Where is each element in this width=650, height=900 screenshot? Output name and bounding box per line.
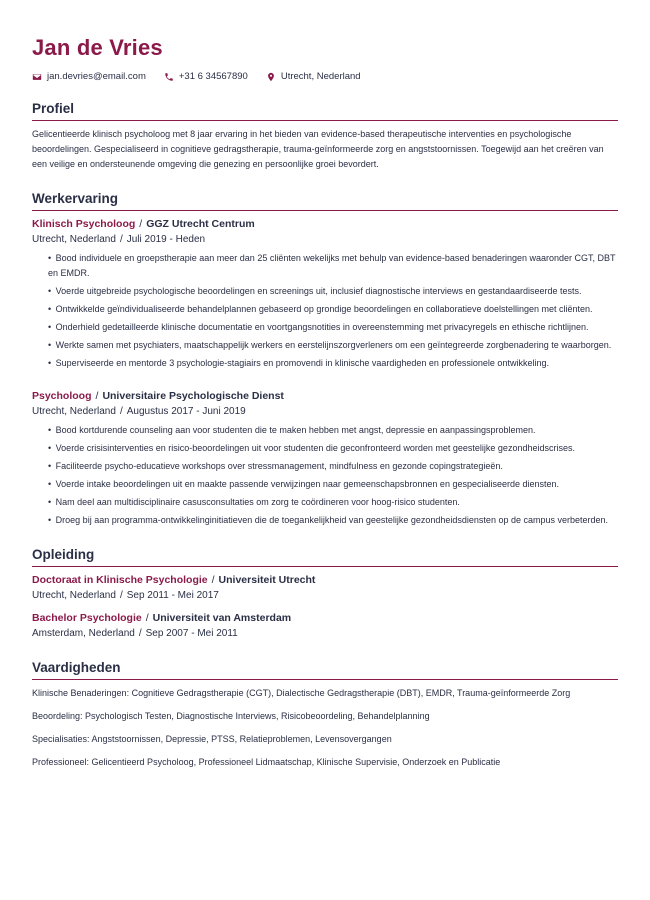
experience-heading: Werkervaring bbox=[32, 190, 618, 211]
skills-section bbox=[32, 659, 618, 770]
skill-line: Beoordeling: Psychologisch Testen, Diagnostische Interviews, Risicobeoordeling, Behandelplanning bbox=[32, 711, 430, 721]
job-role: Klinisch Psycholoog bbox=[32, 218, 136, 230]
job-organization: GGZ Utrecht Centrum bbox=[146, 218, 255, 230]
job-bullet: • Onderhield gedetailleerde klinische documentatie en voortgangsnotities in overeenstemming met privacyregels en ethische richtlijnen. bbox=[48, 322, 589, 332]
job-bullet: • Bood kortdurende counseling aan voor studenten die te maken hebben met angst, depressie en aanpassingsproblemen. bbox=[48, 425, 536, 435]
education-meta: Amsterdam, Nederland / Sep 2007 - Mei 2011 bbox=[32, 628, 238, 639]
skill-line: Specialisaties: Angststoornissen, Depressie, PTSS, Relatieproblemen, Levensovergangen bbox=[32, 734, 392, 744]
education-school: Universiteit Utrecht bbox=[218, 574, 316, 586]
phone-text: +31 6 34567890 bbox=[178, 71, 248, 82]
job-bullet: • Droeg bij aan programma-ontwikkelinginitiatieven die de toegankelijkheid van geestelijke gezondheidsdiensten op de campus verbeterden. bbox=[48, 515, 609, 525]
job-header: Klinisch Psycholoog / GGZ Utrecht Centrum bbox=[32, 218, 255, 230]
job-period: Juli 2019 - Heden bbox=[126, 234, 206, 245]
job-bullets bbox=[32, 251, 618, 371]
job-header: Psycholoog / Universitaire Psychologische Dienst bbox=[32, 390, 284, 402]
job-bullet: • Voerde intake beoordelingen uit en maakte passende verwijzingen naar gemeenschapsbronnen en gespecialiseerde diensten. bbox=[48, 479, 560, 489]
job-bullet: • Nam deel aan multidisciplinaire casusconsultaties om zorg te coördineren voor hoog-risico studenten. bbox=[48, 497, 460, 507]
job-meta: Utrecht, Nederland / Juli 2019 - Heden bbox=[32, 234, 206, 245]
job-organization: Universitaire Psychologische Dienst bbox=[102, 390, 284, 402]
education-period: Sep 2011 - Mei 2017 bbox=[126, 590, 219, 601]
education-entry bbox=[32, 611, 618, 641]
phone-icon bbox=[164, 72, 174, 82]
job-bullet: • Ontwikkelde geïndividualiseerde behandelplannen gebaseerd op grondige beoordelingen en collaboratieve doelstellingen met cliënten. bbox=[48, 304, 593, 314]
education-meta: Utrecht, Nederland / Sep 2011 - Mei 2017 bbox=[32, 590, 219, 601]
skill-line: Professioneel: Gelicentieerd Psycholoog, Professioneel Lidmaatschap, Klinische Supervisie, Onderzoek en Publicatie bbox=[32, 757, 501, 767]
map-pin-icon bbox=[266, 72, 276, 82]
job-bullet: • Superviseerde en mentorde 3 psychologie-stagiairs en promovendi in klinische vaardigheden en professionele ontwikkeling. bbox=[48, 358, 549, 368]
profile-summary: Gelicentieerde klinisch psycholoog met 8 jaar ervaring in het bieden van evidence-based therapeutische interventies en psychologische beoordelingen. Gespecialiseerd in cognitieve gedragstherapie, trauma-geïnformeerde zorg en angststoornissen. Toegewijd aan het creëren van een veilige en ondersteunende omgeving die genezing en persoonlijke groei bevordert. bbox=[32, 129, 604, 169]
job-period: Augustus 2017 - Juni 2019 bbox=[126, 406, 246, 417]
education-entry bbox=[32, 573, 618, 603]
location-text: Utrecht, Nederland bbox=[280, 71, 361, 82]
job-bullet: • Voerde crisisinterventies en risico-beoordelingen uit voor studenten die geconfronteerd worden met geestelijke gezondheidscrises. bbox=[48, 443, 575, 453]
education-school: Universiteit van Amsterdam bbox=[152, 612, 292, 624]
contact-bar bbox=[32, 71, 618, 82]
mail-icon bbox=[32, 72, 42, 82]
job-bullets bbox=[32, 423, 618, 528]
education-heading: Opleiding bbox=[32, 546, 618, 567]
education-degree: Bachelor Psychologie bbox=[32, 612, 142, 624]
education-degree: Doctoraat in Klinische Psychologie bbox=[32, 574, 208, 586]
skills-heading: Vaardigheden bbox=[32, 659, 618, 680]
email-text: jan.devries@email.com bbox=[47, 71, 146, 82]
profile-section bbox=[32, 100, 618, 172]
education-header: Bachelor Psychologie / Universiteit van Amsterdam bbox=[32, 612, 292, 624]
job-entry bbox=[32, 389, 618, 528]
job-location: Utrecht, Nederland bbox=[32, 406, 116, 417]
job-bullet: • Bood individuele en groepstherapie aan meer dan 25 cliënten wekelijks met behulp van evidence-based benaderingen waaronder CGT, DBT en EMDR. bbox=[48, 253, 616, 278]
job-location: Utrecht, Nederland bbox=[32, 234, 116, 245]
education-section bbox=[32, 546, 618, 641]
job-bullet: • Voerde uitgebreide psychologische beoordelingen en screenings uit, inclusief diagnostische interviews en gestandaardiseerde tests. bbox=[48, 286, 582, 296]
education-header: Doctoraat in Klinische Psychologie / Universiteit Utrecht bbox=[32, 574, 316, 586]
contact-email[interactable] bbox=[32, 71, 146, 82]
skill-line: Klinische Benaderingen: Cognitieve Gedragstherapie (CGT), Dialectische Gedragstherapie (DBT), EMDR, Trauma-geïnformeerde Zorg bbox=[32, 688, 571, 698]
job-entry bbox=[32, 217, 618, 371]
education-period: Sep 2007 - Mei 2011 bbox=[145, 628, 238, 639]
job-bullet: • Faciliteerde psycho-educatieve workshops over stressmanagement, mindfulness en gezonde copingstrategieën. bbox=[48, 461, 503, 471]
education-location: Utrecht, Nederland bbox=[32, 590, 116, 601]
experience-section bbox=[32, 190, 618, 528]
candidate-name: Jan de Vries bbox=[32, 35, 163, 60]
profile-heading: Profiel bbox=[32, 100, 618, 121]
contact-location bbox=[266, 71, 361, 82]
education-location: Amsterdam, Nederland bbox=[32, 628, 135, 639]
contact-phone[interactable] bbox=[164, 71, 248, 82]
job-meta: Utrecht, Nederland / Augustus 2017 - Juni 2019 bbox=[32, 406, 246, 417]
job-bullet: • Werkte samen met psychiaters, maatschappelijk werkers en eerstelijnszorgverleners om een geïntegreerde zorgbenadering te waarborgen. bbox=[48, 340, 612, 350]
job-role: Psycholoog bbox=[32, 390, 92, 402]
